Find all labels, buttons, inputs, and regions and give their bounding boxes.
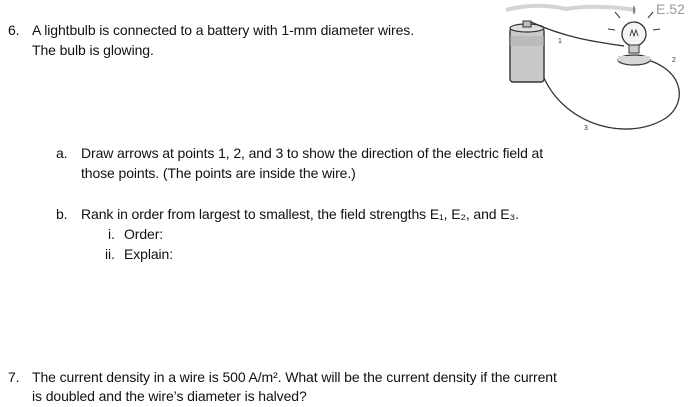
- q7-number: 7.: [8, 369, 20, 385]
- q7-text-line1: The current density in a wire is 500 A/m². What will be the current density if the current: [32, 369, 557, 385]
- point-label-1: 1: [558, 38, 562, 45]
- point-label-3: 3: [584, 125, 588, 132]
- q6a-text-line1: Draw arrows at points 1, 2, and 3 to show the direction of the electric field at: [81, 145, 544, 161]
- circuit-figure: [496, 0, 695, 145]
- wire-top: [531, 22, 624, 46]
- q6a-letter: a.: [56, 145, 68, 161]
- battery-icon: [510, 21, 544, 82]
- q6b-i-number: i.: [108, 226, 115, 242]
- q6a-text-line2: those points. (The points are inside the wire.): [81, 165, 356, 181]
- lightbulb-icon: [608, 6, 660, 65]
- q6-number: 6.: [8, 22, 20, 38]
- q6b-letter: b.: [56, 206, 68, 222]
- q6b-text-line1: Rank in order from largest to smallest, the field strengths E₁, E₂, and E₃.: [81, 206, 519, 222]
- q6-text-line2: The bulb is glowing.: [32, 42, 154, 58]
- figure-faded-scribble: [506, 6, 636, 10]
- q6b-ii-number: ii.: [105, 246, 115, 262]
- q6-text-line1: A lightbulb is connected to a battery with 1-mm diameter wires.: [32, 22, 414, 38]
- q7-text-line2: is doubled and the wire’s diameter is halved?: [32, 388, 307, 404]
- q6b-i-label: Order:: [124, 226, 164, 242]
- point-label-2: 2: [672, 57, 676, 64]
- q6b-ii-label: Explain:: [124, 246, 174, 262]
- figure-header-text: E.52: [656, 1, 685, 17]
- wire-bottom: [544, 60, 679, 129]
